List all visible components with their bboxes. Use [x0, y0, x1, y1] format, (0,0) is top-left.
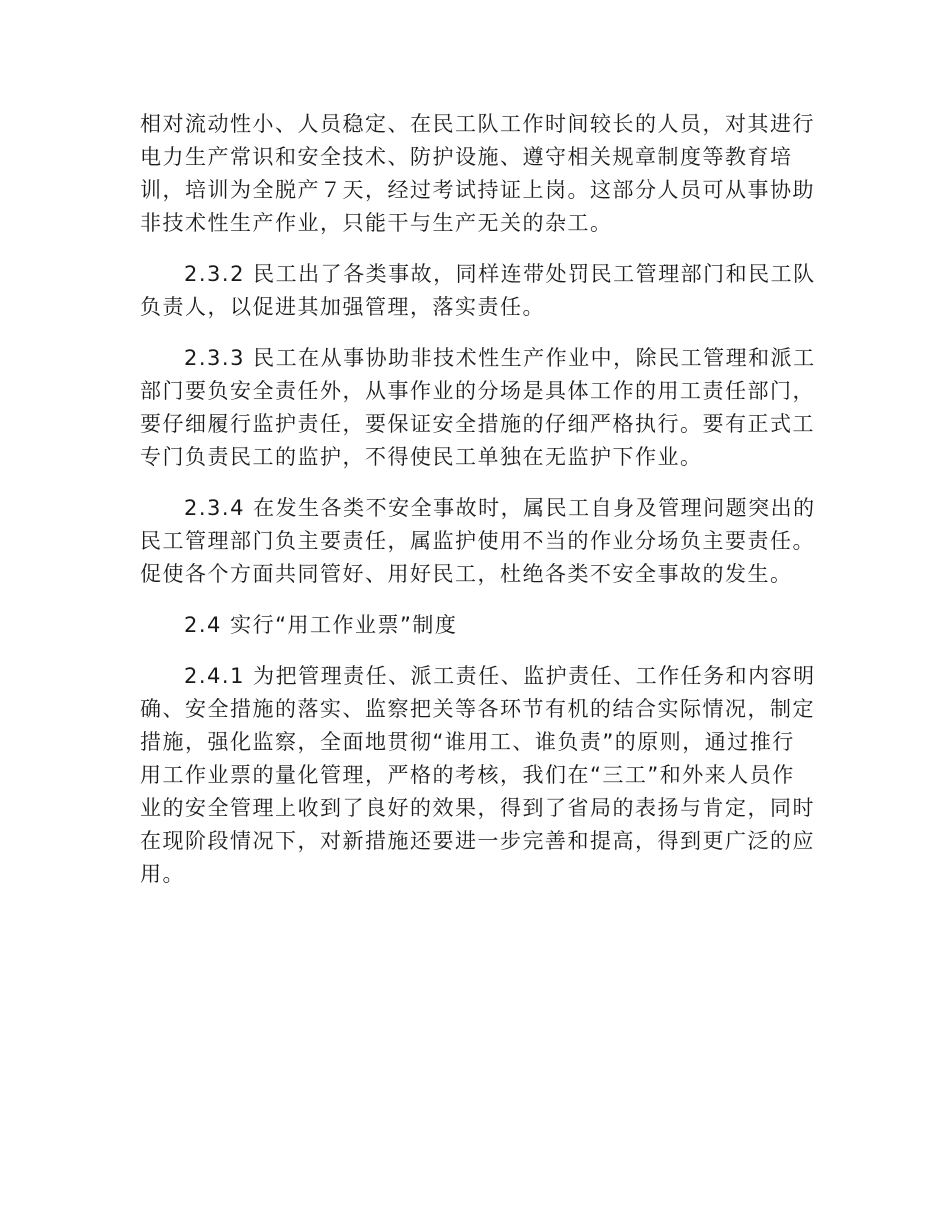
text-line: 部门要负安全责任外，从事作业的分场是具体工作的用工责任部门， — [140, 379, 815, 403]
text-line: 民工管理部门负主要责任，属监护使用不当的作业分场负主要责任。 — [140, 529, 815, 553]
text-line: 措施，强化监察，全面地贯彻“谁用工、谁负责”的原则，通过推行 — [140, 730, 795, 754]
text-line: 负责人，以促进其加强管理，落实责任。 — [140, 295, 545, 319]
text-line: 2.4.1 为把管理责任、派工责任、监护责任、工作任务和内容明 — [184, 664, 816, 688]
text-line: 电力生产常识和安全技术、防护设施、遵守相关规章制度等教育培 — [140, 145, 793, 169]
text-line: 确、安全措施的落实、监察把关等各环节有机的结合实际情况，制定 — [140, 697, 815, 721]
paragraph-2-4-1 — [140, 660, 816, 891]
text-line: 要仔细履行监护责任，要保证安全措施的仔细严格执行。要有正式工 — [140, 412, 815, 436]
text-line: 2.3.3 民工在从事协助非技术性生产作业中，除民工管理和派工 — [184, 346, 816, 370]
text-line: 非技术性生产作业，只能干与生产无关的杂工。 — [140, 211, 613, 235]
paragraph-2-3-2 — [140, 258, 816, 324]
section-heading-2-4 — [140, 609, 800, 642]
text-line: 专门负责民工的监护，不得使民工单独在无监护下作业。 — [140, 445, 703, 469]
text-line: 训，培训为全脱产７天，经过考试持证上岗。这部分人员可从事协助 — [140, 178, 815, 202]
text-line: 用。 — [140, 862, 185, 886]
document-body — [140, 108, 816, 909]
paragraph-training — [140, 108, 815, 240]
text-line: 促使各个方面共同管好、用好民工，杜绝各类不安全事故的发生。 — [140, 562, 793, 586]
paragraph-2-3-3 — [140, 342, 816, 474]
text-line: 用工作业票的量化管理，严格的考核，我们在“三工”和外来人员作 — [140, 763, 795, 787]
text-line: 业的安全管理上收到了良好的效果，得到了省局的表扬与肯定，同时 — [140, 796, 815, 820]
text-line: 2.3.4 在发生各类不安全事故时，属民工自身及管理问题突出的 — [184, 496, 816, 520]
heading-line: 2.4 实行“用工作业票”制度 — [184, 613, 458, 637]
text-line: 相对流动性小、人员稳定、在民工队工作时间较长的人员，对其进行 — [140, 112, 815, 136]
text-line: 2.3.2 民工出了各类事故，同样连带处罚民工管理部门和民工队 — [184, 262, 816, 286]
paragraph-2-3-4 — [140, 492, 816, 591]
text-line: 在现阶段情况下，对新措施还要进一步完善和提高，得到更广泛的应 — [140, 829, 815, 853]
